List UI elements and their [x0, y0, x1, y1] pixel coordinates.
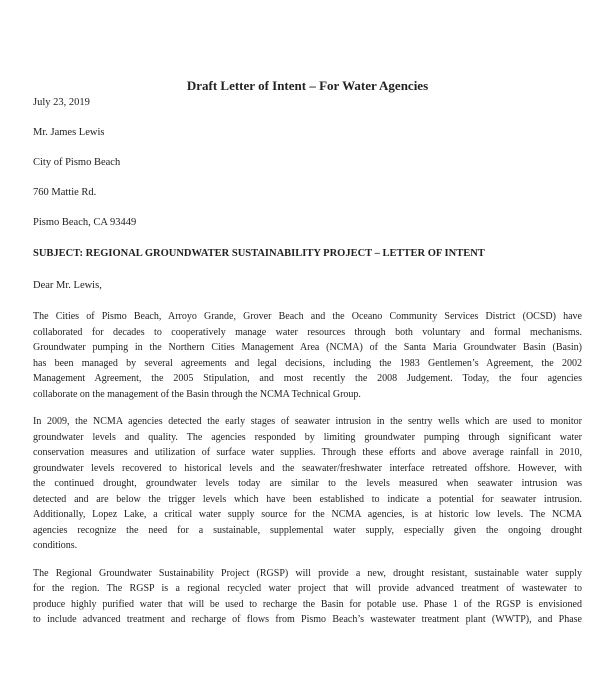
letter-body: [33, 309, 582, 640]
paragraph-line: The Regional Groundwater Sustainability Project (RGSP) will provide a new, drought resistant, sustainable water supply: [33, 567, 582, 579]
paragraph-line: Management Agreement, the 2005 Stipulation, and most recently the 2008 Judgement. Today, the four agencies: [33, 373, 582, 384]
recipient-line: Pismo Beach, CA 93449: [33, 217, 137, 228]
letter-date: July 23, 2019: [33, 97, 90, 108]
paragraph-line: conservation measures and utilization of surface water supplies. Through these efforts and above average rainfall in 2010,: [33, 447, 582, 458]
subject-line: SUBJECT: REGIONAL GROUNDWATER SUSTAINABILITY PROJECT – LETTER OF INTENT: [33, 248, 485, 259]
body-paragraph: [33, 566, 582, 628]
recipient-line: 760 Mattie Rd.: [33, 187, 97, 198]
paragraph-line: Groundwater pumping in the Northern Cities Management Area (NCMA) of the Santa Maria Groundwater Basin (Basin): [33, 342, 582, 353]
paragraph-line: produce highly purified water that will be used to recharge the Basin for potable use. Phase 1 of the RGSP is envisioned: [33, 598, 582, 610]
paragraph-line: groundwater levels recovered to historical levels and the seawater/freshwater interface retreated offshore. However, with: [33, 462, 582, 474]
paragraph-line: groundwater levels and quality. The agencies responded by limiting groundwater pumping through significant water: [33, 431, 582, 443]
paragraph-line: collaborated for decades to cooperatively manage water resources through both voluntary and formal mechanisms.: [33, 326, 582, 338]
paragraph-line: collaborate on the management of the Basin through the NCMA Technical Group.: [33, 388, 361, 400]
paragraph-line: agencies recognize the need for a sustainable, supplemental water supply, especially given the ongoing drought: [33, 524, 582, 536]
paragraph-line: The Cities of Pismo Beach, Arroyo Grande, Grover Beach and the Oceano Community Services District (OCSD) have: [33, 311, 582, 322]
letter-title: Draft Letter of Intent – For Water Agencies: [186, 78, 429, 93]
paragraph-line: the continued drought, groundwater levels today are similar to the levels measured when seawater intrusion was: [33, 478, 582, 489]
recipient-line: City of Pismo Beach: [33, 157, 121, 168]
recipient-address: [33, 126, 136, 246]
paragraph-line: In 2009, the NCMA agencies detected the early stages of seawater intrusion in the sentry wells which are used to monitor: [33, 416, 582, 427]
paragraph-line: for the region. The RGSP is a regional recycled water project that will provide advanced treatment of wastewater to: [33, 583, 582, 594]
paragraph-line: Additionally, Lopez Lake, a critical water supply source for the NCMA agencies, is at historic low levels. The NCMA: [33, 509, 582, 520]
paragraph-line: detected and are below the trigger levels which have been established to indicate a potential for seawater intrusion.: [33, 493, 582, 505]
paragraph-line: to include advanced treatment and recharge of flows from Pismo Beach’s wastewater treatment plant (WWTP), and Phase: [33, 614, 582, 625]
paragraph-line: has been managed by several agreements and legal decisions, including the 1983 Gentlemen’s Agreement, the 2002: [33, 357, 582, 369]
salutation: Dear Mr. Lewis,: [33, 280, 102, 291]
recipient-line: Mr. James Lewis: [33, 127, 105, 138]
paragraph-line: conditions.: [33, 540, 78, 551]
body-paragraph: [33, 309, 582, 402]
body-paragraph: [33, 414, 582, 554]
